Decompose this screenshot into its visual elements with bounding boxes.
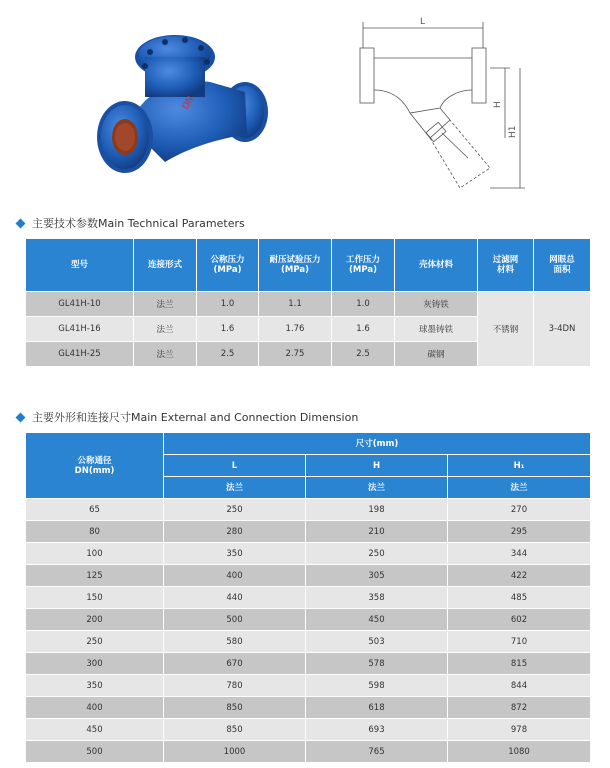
table-cell: 250 — [306, 543, 448, 565]
sub-header: 法兰 — [164, 477, 306, 499]
table-cell: 1.6 — [197, 317, 259, 342]
table-cell: 450 — [306, 609, 448, 631]
table-cell: 球墨铸铁 — [395, 317, 478, 342]
table-row — [26, 697, 591, 719]
table-cell: 150 — [26, 587, 164, 609]
table-cell: 1.6 — [332, 317, 395, 342]
table-cell: 80 — [26, 521, 164, 543]
table-cell: 1.0 — [197, 292, 259, 317]
col-header-h1: H₁ — [448, 455, 591, 477]
table-cell: 法兰 — [134, 317, 197, 342]
table-cell: 765 — [306, 741, 448, 763]
dimension-table — [25, 432, 591, 763]
table-cell: 578 — [306, 653, 448, 675]
table-cell: 500 — [26, 741, 164, 763]
col-header-h: H — [306, 455, 448, 477]
table-cell: 485 — [448, 587, 591, 609]
table-cell: 500 — [164, 609, 306, 631]
table-cell: 250 — [26, 631, 164, 653]
valve-photo — [95, 22, 280, 197]
col-header: 网眼总 面积 — [534, 239, 591, 292]
table-cell: 1080 — [448, 741, 591, 763]
table-cell: 602 — [448, 609, 591, 631]
table-cell: 法兰 — [134, 342, 197, 367]
table-row — [26, 653, 591, 675]
drawing-label-l: L — [420, 17, 426, 27]
table-cell: 65 — [26, 499, 164, 521]
table-row — [26, 631, 591, 653]
filter-material-cell: 不锈钢 — [478, 292, 534, 367]
table-row — [26, 675, 591, 697]
table-cell: 280 — [164, 521, 306, 543]
mesh-area-cell: 3-4DN — [534, 292, 591, 367]
section-technical-parameters — [17, 215, 245, 231]
table-cell: 灰铸铁 — [395, 292, 478, 317]
table-cell: 358 — [306, 587, 448, 609]
table-cell: 碳钢 — [395, 342, 478, 367]
table-cell: 250 — [164, 499, 306, 521]
table-cell: 270 — [448, 499, 591, 521]
table-row — [26, 719, 591, 741]
table-cell: GL41H-25 — [26, 342, 134, 367]
table-cell: 844 — [448, 675, 591, 697]
table-cell: 350 — [164, 543, 306, 565]
table-cell: 450 — [26, 719, 164, 741]
col-header: 型号 — [26, 239, 134, 292]
table-row — [26, 609, 591, 631]
technical-parameters-table — [25, 238, 591, 367]
table-cell: 350 — [26, 675, 164, 697]
table-header-row — [26, 433, 591, 455]
table-cell: 815 — [448, 653, 591, 675]
table-cell: 1000 — [164, 741, 306, 763]
table-row — [26, 565, 591, 587]
section-title-1: 主要技术参数Main Technical Parameters — [32, 217, 245, 230]
sub-header: 法兰 — [448, 477, 591, 499]
table-cell: 300 — [26, 653, 164, 675]
table-cell: GL41H-16 — [26, 317, 134, 342]
table-cell: 503 — [306, 631, 448, 653]
col-header: 过滤网 材料 — [478, 239, 534, 292]
col-header: 工作压力 (MPa) — [332, 239, 395, 292]
col-header: 连接形式 — [134, 239, 197, 292]
table-cell: 1.1 — [259, 292, 332, 317]
diamond-bullet-icon — [16, 412, 26, 422]
table-cell: 978 — [448, 719, 591, 741]
table-row — [26, 521, 591, 543]
size-header: 尺寸(mm) — [164, 433, 591, 455]
table-cell: 125 — [26, 565, 164, 587]
table-cell: 305 — [306, 565, 448, 587]
section-title-2: 主要外形和连接尺寸Main External and Connection Dimension — [32, 411, 359, 424]
table-cell: 618 — [306, 697, 448, 719]
table-cell: 100 — [26, 543, 164, 565]
table-cell: 2.5 — [332, 342, 395, 367]
table-cell: 598 — [306, 675, 448, 697]
diamond-bullet-icon — [16, 218, 26, 228]
drawing-label-h: H — [493, 101, 503, 108]
table-row — [26, 587, 591, 609]
table-cell: 210 — [306, 521, 448, 543]
table-cell: 580 — [164, 631, 306, 653]
col-header: 公称压力 (MPa) — [197, 239, 259, 292]
drawing-label-h1: H1 — [508, 125, 518, 138]
valve-dimension-drawing — [350, 8, 540, 203]
table-cell: 2.5 — [197, 342, 259, 367]
col-header: 壳体材料 — [395, 239, 478, 292]
table-row — [26, 292, 591, 317]
table-cell: 200 — [26, 609, 164, 631]
table-cell: 344 — [448, 543, 591, 565]
table-row — [26, 543, 591, 565]
table-cell: 法兰 — [134, 292, 197, 317]
table-cell: 422 — [448, 565, 591, 587]
table-cell: 670 — [164, 653, 306, 675]
table-cell: 693 — [306, 719, 448, 741]
table-cell: 440 — [164, 587, 306, 609]
table-cell: GL41H-10 — [26, 292, 134, 317]
table-cell: 710 — [448, 631, 591, 653]
col-header-l: L — [164, 455, 306, 477]
table-row — [26, 741, 591, 763]
col-header: 耐压试验压力 (MPa) — [259, 239, 332, 292]
table-cell: 198 — [306, 499, 448, 521]
table-cell: 1.76 — [259, 317, 332, 342]
table-cell: 400 — [26, 697, 164, 719]
table-cell: 400 — [164, 565, 306, 587]
section-dimensions — [17, 409, 358, 425]
dn-header: 公称通径 DN(mm) — [26, 433, 164, 499]
table-cell: 872 — [448, 697, 591, 719]
table-row — [26, 499, 591, 521]
table-cell: 295 — [448, 521, 591, 543]
table-cell: 850 — [164, 697, 306, 719]
svg-text:DN: DN — [180, 94, 197, 112]
sub-header: 法兰 — [306, 477, 448, 499]
table-cell: 780 — [164, 675, 306, 697]
table-cell: 2.75 — [259, 342, 332, 367]
table-cell: 1.0 — [332, 292, 395, 317]
table-cell: 850 — [164, 719, 306, 741]
table-header-row — [26, 239, 591, 292]
